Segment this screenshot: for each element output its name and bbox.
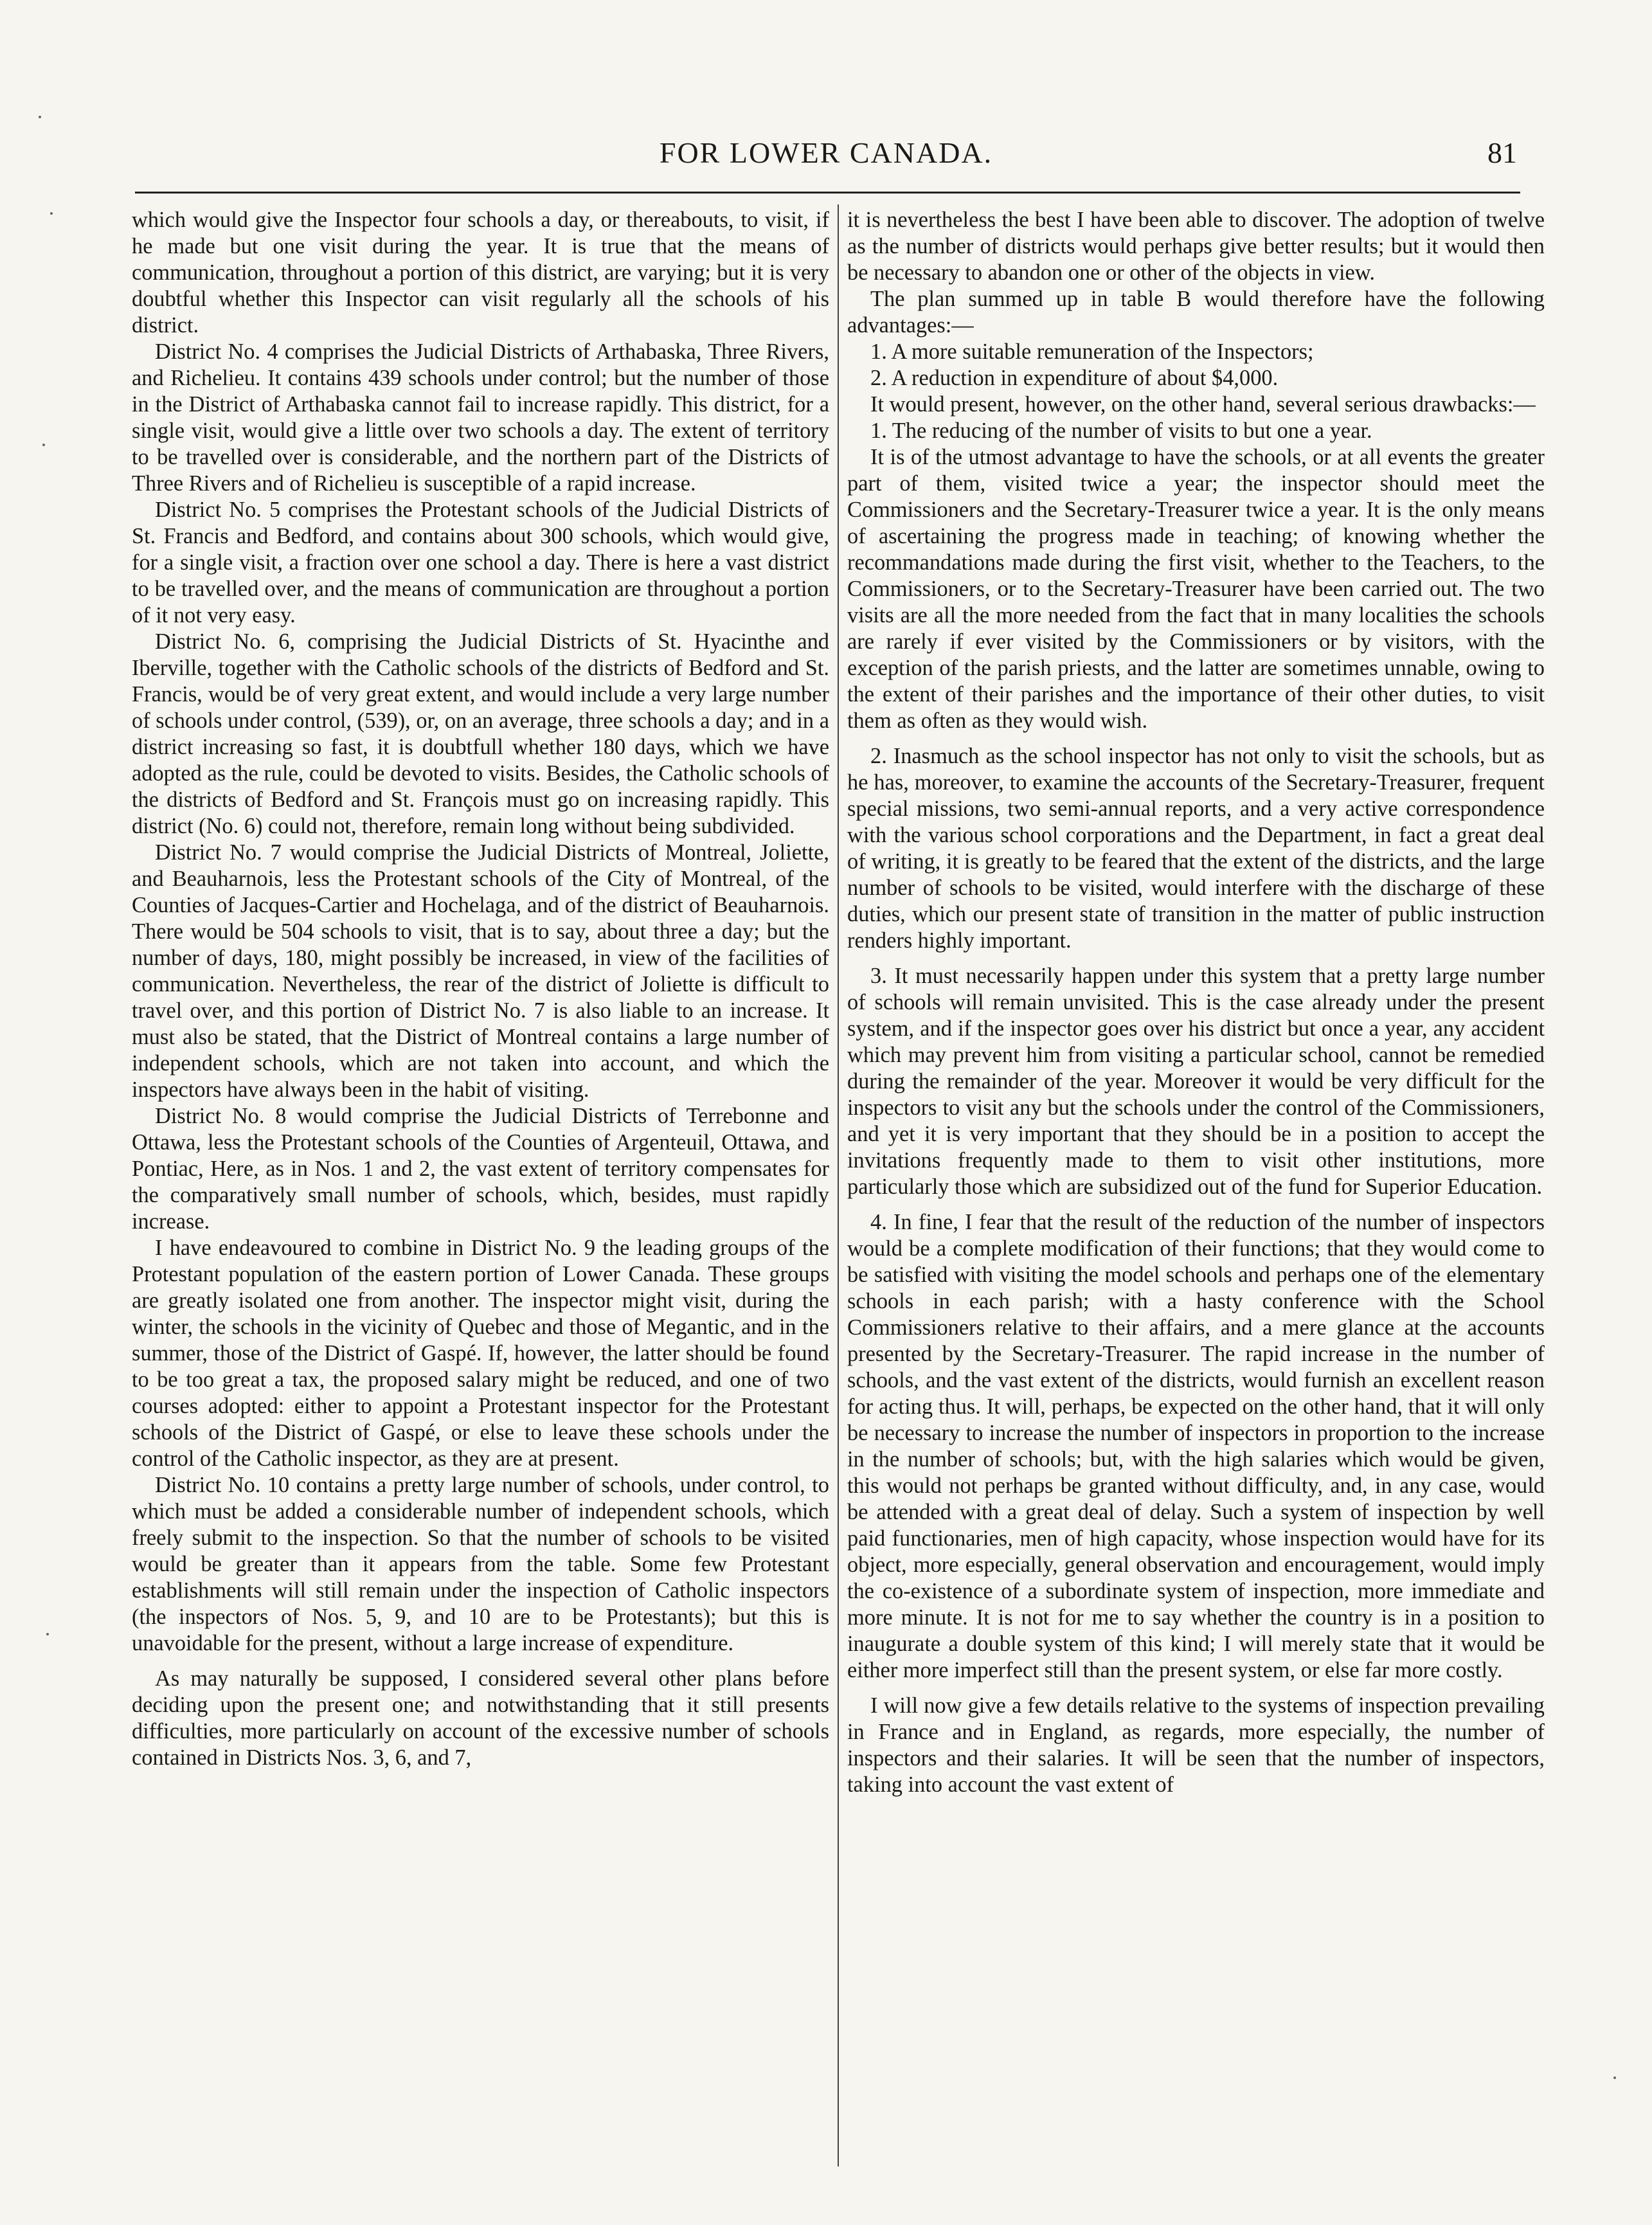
paragraph: District No. 10 contains a pretty large number of schools, under control, to which must be added a considerable number of independent schools, which freely submit to the inspection. So that the number of schools to be visited would be greater than it appears from the table. Some few Protestant establishments will still remain under the inspection of Catholic inspectors (the inspectors of Nos. 5, 9, and 10 are to be Protestants); but this is unavoidable for the present, without a large increase of expenditure.	[132, 1473, 829, 1655]
running-title: FOR LOWER CANADA.	[659, 136, 993, 169]
paragraph: It is of the utmost advantage to have the schools, or at all events the greater part of them, visited twice a year; the inspector should meet the Commissioners and the Secretary-Treasurer twice a year. It is the only means of ascertaining the progress made in teaching; of knowing whether the recommandations made during the first visit, whether to the Teachers, to the Commissioners, or to the Secretary-Treasurer have been carried out. The two visits are all the more needed from the fact that in many localities the schools are rarely if ever visited by the Commissioners or by visitors, with the exception of the parish priests, and the latter are sometimes unnable, owing to the extent of their parishes and the importance of their other duties, to visit them as often as they would wish.	[847, 445, 1545, 733]
paragraph: I will now give a few details relative to the systems of inspection prevailing in France and in England, as regards, more especially, the number of inspectors and their salaries. It will be seen that the number of inspectors, taking into account the vast extent of	[847, 1693, 1545, 1797]
paragraph: It would present, however, on the other hand, several serious drawbacks:—	[870, 392, 1536, 417]
paragraph: which would give the Inspector four schools a day, or thereabouts, to visit, if he made but one visit during the year. It is true that the means of communication, throughout a portion of this district, are varying; but it is very doubtful whether this Inspector can visit regularly all the schools of his district.	[132, 208, 829, 338]
list-item: 2. Inasmuch as the school inspector has not only to visit the schools, but as he has, moreover, to examine the accounts of the Secretary-Treasurer, frequent special missions, two semi-annual reports, and a very active correspondence with the various school corporations and the Department, in fact a great deal of writing, it is greatly to be feared that the extent of the districts, and the large number of schools to be visited, would interfere with the discharge of these duties, which our present state of transition in the matter of public instruction renders highly important.	[847, 744, 1545, 953]
header-rule	[135, 192, 1520, 194]
list-item: 1. The reducing of the number of visits to but one a year.	[870, 419, 1372, 443]
left-column	[132, 207, 829, 2165]
list-item: 4. In fine, I fear that the result of the reduction of the number of inspectors would be a complete modification of their functions; that they would come to be satisfied with visiting the model schools and perhaps one of the elementary schools in each parish; with a hasty conference with the School Commissioners relative to their affairs, and a mere glance at the accounts presented by the Secretary-Treasurer. The rapid increase in the number of schools, and the vast extent of the districts, would furnish an excellent reason for acting thus. It will, perhaps, be expected on the other hand, that it will only be necessary to increase the number of inspectors in proportion to the increase in the number of schools; but, with the high salaries which would be given, this would not perhaps be granted without difficulty, and, in any case, would be attended with a great deal of delay. Such a system of inspection by well paid functionaries, men of high capacity, whose inspection would have for its object, more especially, general observation and encouragement, would imply the co-existence of a subordinate system of inspection, more immediate and more minute. It is not for me to say whether the country is in a position to inaugurate a double system of this kind; I will merely state that it would be either more imperfect still than the present system, or else far more costly.	[847, 1210, 1545, 1682]
column-divider	[838, 204, 839, 2166]
paragraph: District No. 4 comprises the Judicial Districts of Arthabaska, Three Rivers, and Richelieu. It contains 439 schools under control; but the number of those in the District of Arthabaska cannot fail to increase rapidly. This district, for a single visit, would give a little over two schools a day. The extent of territory to be travelled over is considerable, and the northern part of the Districts of Three Rivers and of Richelieu is susceptible of a rapid increase.	[132, 339, 829, 496]
scan-speck	[46, 1633, 49, 1635]
scan-speck	[42, 444, 45, 446]
page-header	[135, 134, 1517, 179]
paragraph: I have endeavoured to combine in District No. 9 the leading groups of the Protestant population of the eastern portion of Lower Canada. These groups are greatly isolated one from another. The inspector might visit, during the winter, the schools in the vicinity of Quebec and those of Megantic, and in the summer, those of the District of Gaspé. If, however, the latter should be found to be too great a tax, the proposed salary might be reduced, and one of two courses adopted: either to appoint a Protestant inspector for the Protestant schools of the District of Gaspé, or else to leave these schools under the control of the Catholic inspector, as they are at present.	[132, 1236, 829, 1471]
page-number: 81	[1487, 136, 1517, 169]
scan-speck	[50, 212, 53, 215]
scan-speck	[1613, 2076, 1616, 2079]
paragraph: it is nevertheless the best I have been able to discover. The adoption of twelve as the number of districts would perhaps give better results; but it would then be necessary to abandon one or other of the objects in view.	[847, 208, 1545, 285]
right-column	[847, 207, 1545, 2165]
list-item: 1. A more suitable remuneration of the Inspectors;	[870, 339, 1314, 364]
paragraph: District No. 5 comprises the Protestant schools of the Judicial Districts of St. Francis and Bedford, and contains about 300 schools, which would give, for a single visit, a fraction over one school a day. There is here a vast district to be travelled over, and the means of communication are throughout a portion of it not very easy.	[132, 498, 829, 627]
paragraph: District No. 8 would comprise the Judicial Districts of Terrebonne and Ottawa, less the Protestant schools of the Counties of Argenteuil, Ottawa, and Pontiac, Here, as in Nos. 1 and 2, the vast extent of territory compensates for the comparatively small number of schools, which, besides, must rapidly increase.	[132, 1104, 829, 1234]
list-item: 2. A reduction in expenditure of about $4,000.	[870, 366, 1279, 390]
paragraph: District No. 6, comprising the Judicial Districts of St. Hyacinthe and Iberville, together with the Catholic schools of the districts of Bedford and St. Francis, would be of very great extent, and would include a very large number of schools under control, (539), or, on an average, three schools a day; and in a district increasing so fast, it is doubtfull whether 180 days, which we have adopted as the rule, could be devoted to visits. Besides, the Catholic schools of the districts of Bedford and St. François must go on increasing rapidly. This district (No. 6) could not, therefore, remain long without being subdivided.	[132, 629, 829, 838]
paragraph: The plan summed up in table B would therefore have the following advantages:—	[847, 287, 1545, 338]
scan-speck	[39, 116, 41, 118]
list-item: 3. It must necessarily happen under this system that a pretty large number of schools will remain unvisited. This is the case already under the present system, and if the inspector goes over his district but once a year, any accident which may prevent him from visiting a particular school, cannot be remedied during the remainder of the year. Moreover it would be very difficult for the inspectors to visit any but the schools under the control of the Commissioners, and yet it is very important that they should be in a position to accept the invitations frequently made to them to visit other institutions, more particularly those which are subsidized out of the fund for Superior Education.	[847, 964, 1545, 1199]
paragraph: As may naturally be supposed, I considered several other plans before deciding upon the present one; and notwithstanding that it still presents difficulties, more particularly on account of the excessive number of schools contained in Districts Nos. 3, 6, and 7,	[132, 1666, 829, 1770]
paragraph: District No. 7 would comprise the Judicial Districts of Montreal, Joliette, and Beauharnois, less the Protestant schools of the City of Montreal, of the Counties of Jacques-Cartier and Hochelaga, and of the district of Beauharnois. There would be 504 schools to visit, that is to say, about three a day; but the number of days, 180, might possibly be increased, in view of the facilities of communication. Nevertheless, the rear of the district of Joliette is difficult to travel over, and this portion of District No. 7 is also liable to an increase. It must also be stated, that the District of Montreal contains a large number of independent schools, which are not taken into account, and which the inspectors have always been in the habit of visiting.	[132, 840, 829, 1102]
